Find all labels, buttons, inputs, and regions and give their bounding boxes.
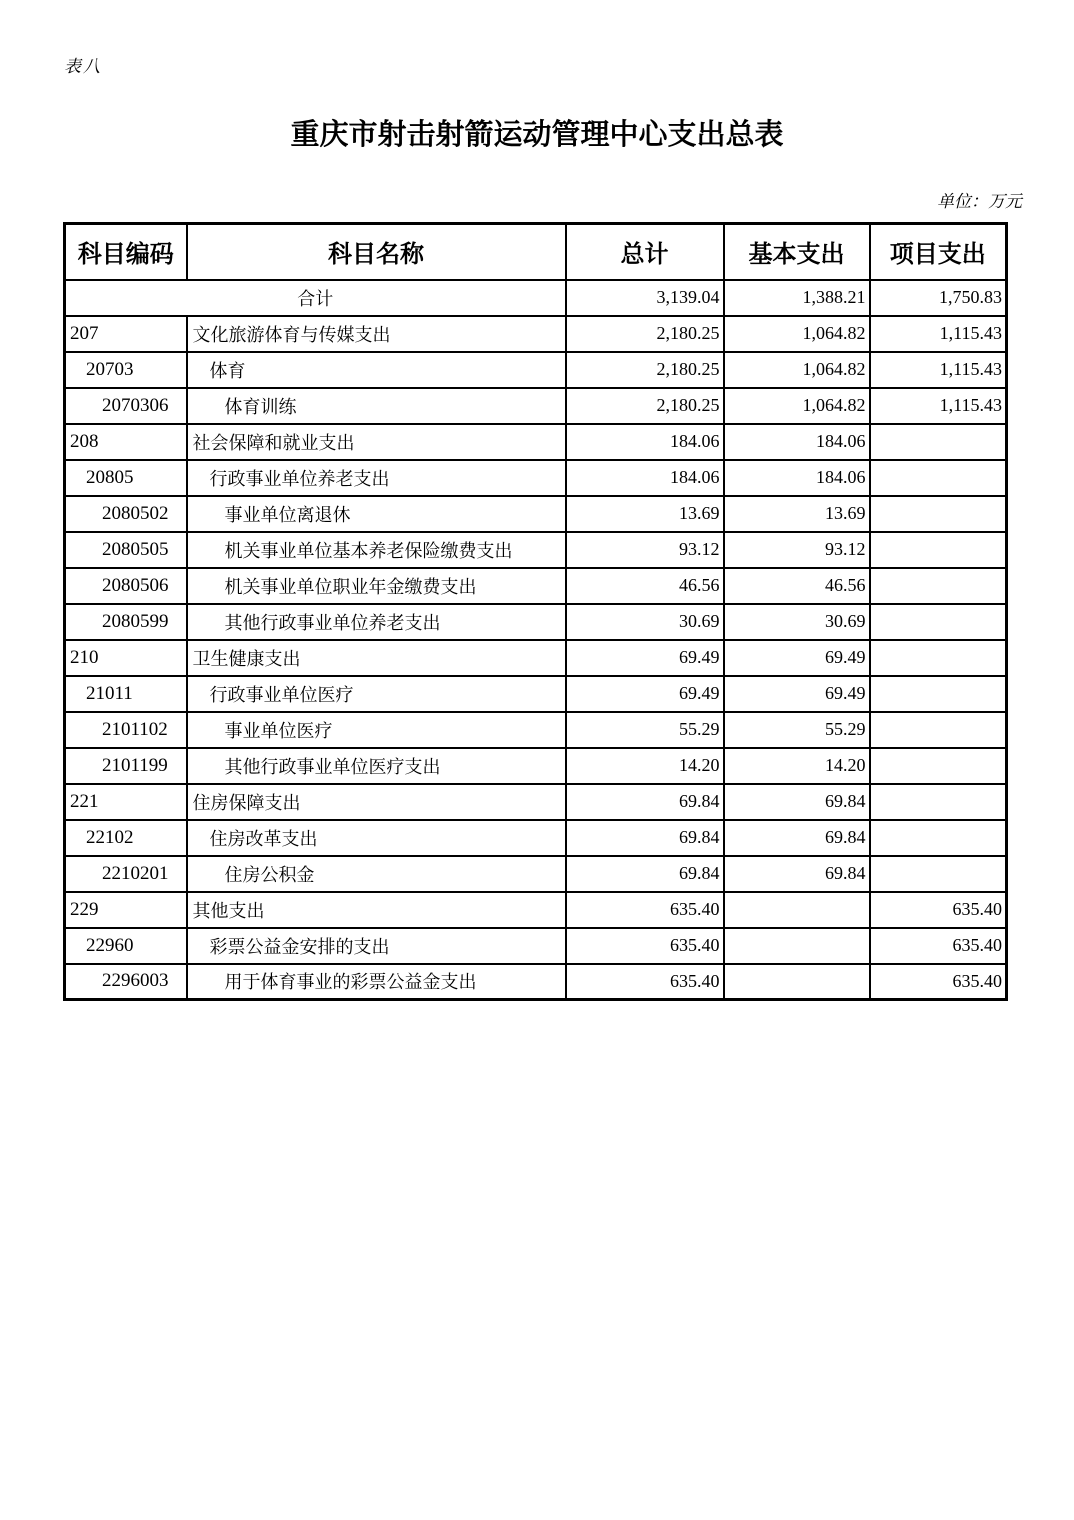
table-row [65,496,1007,532]
table-row [65,820,1007,856]
name-cell: 住房公积金 [187,856,566,892]
table-row [65,928,1007,964]
name-cell: 事业单位离退休 [187,496,566,532]
name-cell: 行政事业单位医疗 [187,676,566,712]
total-cell: 13.69 [566,496,724,532]
total-cell: 184.06 [566,424,724,460]
name-cell: 其他行政事业单位医疗支出 [187,748,566,784]
basic-cell: 1,064.82 [724,316,870,352]
project-cell [870,820,1007,856]
table-row [65,964,1007,1000]
basic-cell: 184.06 [724,460,870,496]
summary-label-cell: 合计 [65,280,566,316]
name-cell: 住房改革支出 [187,820,566,856]
code-cell: 207 [65,316,187,352]
project-cell [870,784,1007,820]
unit-note: 单位：万元 [937,192,1022,211]
basic-cell: 69.49 [724,676,870,712]
name-cell: 其他行政事业单位养老支出 [187,604,566,640]
project-cell: 635.40 [870,964,1007,1000]
basic-cell: 69.49 [724,640,870,676]
name-cell: 住房保障支出 [187,784,566,820]
name-cell: 体育训练 [187,388,566,424]
basic-cell: 69.84 [724,820,870,856]
total-cell: 2,180.25 [566,316,724,352]
code-cell: 2080502 [65,496,187,532]
header-cell-total: 总计 [566,224,724,280]
name-cell: 彩票公益金安排的支出 [187,928,566,964]
code-cell: 2101102 [65,712,187,748]
name-cell: 社会保障和就业支出 [187,424,566,460]
name-cell: 文化旅游体育与传媒支出 [187,316,566,352]
code-cell: 208 [65,424,187,460]
basic-cell: 69.84 [724,784,870,820]
total-cell: 69.84 [566,856,724,892]
project-cell [870,676,1007,712]
code-cell: 210 [65,640,187,676]
table-row [65,388,1007,424]
page-title: 重庆市射击射箭运动管理中心支出总表 [290,119,784,151]
total-cell: 635.40 [566,892,724,928]
code-cell: 221 [65,784,187,820]
project-cell [870,856,1007,892]
name-cell: 用于体育事业的彩票公益金支出 [187,964,566,1000]
project-cell: 1,115.43 [870,316,1007,352]
table-row [65,424,1007,460]
code-cell: 21011 [65,676,187,712]
total-cell: 2,180.25 [566,352,724,388]
basic-cell: 46.56 [724,568,870,604]
table-row [65,676,1007,712]
table-row [65,784,1007,820]
header-cell-basic-expenditure: 基本支出 [724,224,870,280]
table-row [65,604,1007,640]
total-cell: 2,180.25 [566,388,724,424]
table-row [65,712,1007,748]
total-cell: 30.69 [566,604,724,640]
project-cell [870,568,1007,604]
name-cell: 其他支出 [187,892,566,928]
table-row [65,640,1007,676]
project-cell [870,460,1007,496]
project-cell [870,532,1007,568]
code-cell: 2080506 [65,568,187,604]
name-cell: 行政事业单位养老支出 [187,460,566,496]
sheet-label: 表八 [64,57,102,76]
basic-cell: 184.06 [724,424,870,460]
project-cell [870,496,1007,532]
basic-cell: 1,064.82 [724,352,870,388]
code-cell: 2210201 [65,856,187,892]
table-row [65,460,1007,496]
name-cell: 体育 [187,352,566,388]
basic-cell: 69.84 [724,856,870,892]
table-header-row [65,224,1007,280]
summary-row [65,280,1007,316]
total-cell: 184.06 [566,460,724,496]
project-cell [870,640,1007,676]
name-cell: 机关事业单位基本养老保险缴费支出 [187,532,566,568]
basic-cell: 1,064.82 [724,388,870,424]
basic-cell: 55.29 [724,712,870,748]
basic-cell [724,928,870,964]
code-cell: 229 [65,892,187,928]
header-cell-project-expenditure: 项目支出 [870,224,1007,280]
code-cell: 2070306 [65,388,187,424]
total-cell: 55.29 [566,712,724,748]
code-cell: 2101199 [65,748,187,784]
code-cell: 20805 [65,460,187,496]
total-cell: 93.12 [566,532,724,568]
project-cell: 635.40 [870,928,1007,964]
header-cell-subject-code: 科目编码 [65,224,187,280]
total-cell: 14.20 [566,748,724,784]
basic-cell: 93.12 [724,532,870,568]
table-row [65,316,1007,352]
project-cell: 1,115.43 [870,388,1007,424]
code-cell: 22960 [65,928,187,964]
table-row [65,748,1007,784]
total-cell: 3,139.04 [566,280,724,316]
project-cell [870,748,1007,784]
project-cell: 635.40 [870,892,1007,928]
total-cell: 635.40 [566,928,724,964]
code-cell: 2296003 [65,964,187,1000]
project-cell: 1,750.83 [870,280,1007,316]
name-cell: 事业单位医疗 [187,712,566,748]
total-cell: 69.49 [566,640,724,676]
basic-cell [724,892,870,928]
basic-cell: 1,388.21 [724,280,870,316]
basic-cell [724,964,870,1000]
project-cell [870,712,1007,748]
total-cell: 69.84 [566,784,724,820]
total-cell: 46.56 [566,568,724,604]
code-cell: 2080505 [65,532,187,568]
table-row [65,568,1007,604]
total-cell: 635.40 [566,964,724,1000]
project-cell [870,604,1007,640]
name-cell: 卫生健康支出 [187,640,566,676]
code-cell: 20703 [65,352,187,388]
name-cell: 机关事业单位职业年金缴费支出 [187,568,566,604]
code-cell: 2080599 [65,604,187,640]
table-row [65,532,1007,568]
total-cell: 69.49 [566,676,724,712]
basic-cell: 13.69 [724,496,870,532]
table-row [65,352,1007,388]
code-cell: 22102 [65,820,187,856]
basic-cell: 14.20 [724,748,870,784]
table-row [65,892,1007,928]
total-cell: 69.84 [566,820,724,856]
table-row [65,856,1007,892]
header-cell-subject-name: 科目名称 [187,224,566,280]
expenditure-table [63,222,1008,1001]
project-cell: 1,115.43 [870,352,1007,388]
project-cell [870,424,1007,460]
basic-cell: 30.69 [724,604,870,640]
